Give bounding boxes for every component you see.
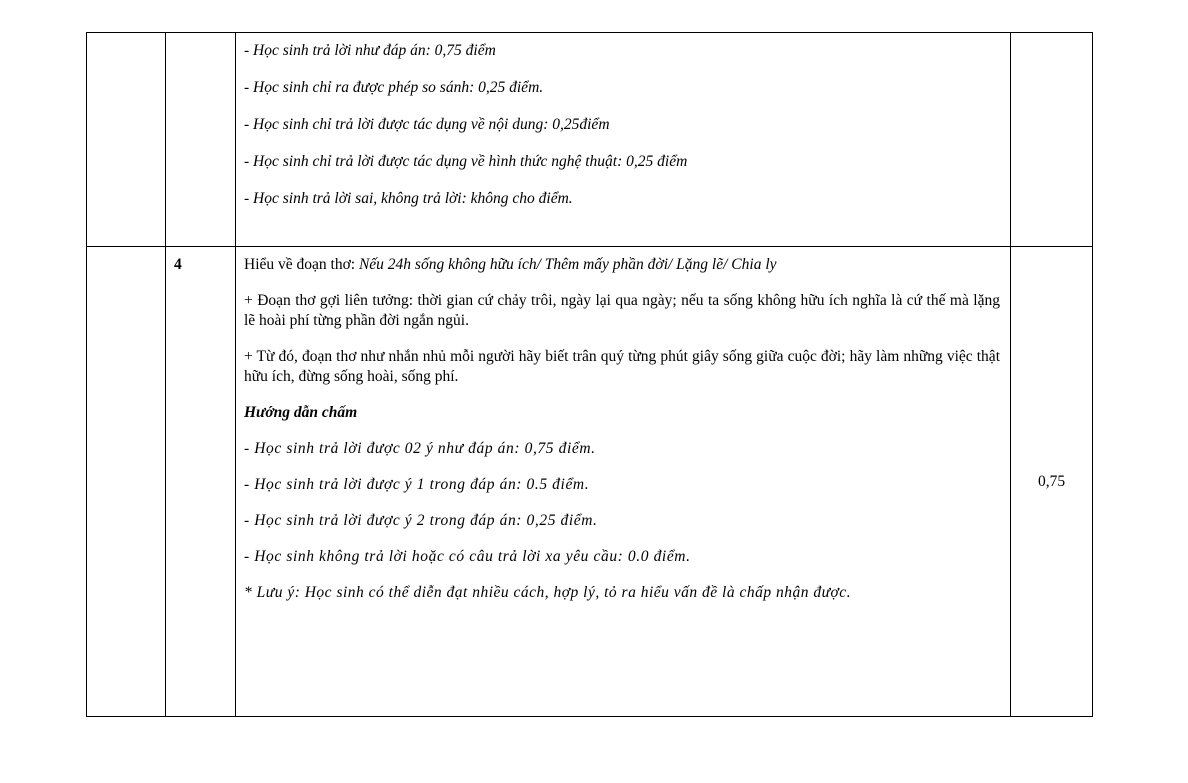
answer-cell xyxy=(236,33,1011,247)
grading-line: - Học sinh trả lời như đáp án: 0,75 điểm xyxy=(244,42,496,59)
question-number-cell xyxy=(166,247,236,717)
grading-line: - Học sinh chỉ ra được phép so sánh: 0,25 điểm. xyxy=(244,79,544,96)
question-number: 4 xyxy=(174,256,182,273)
answer-intro: Hiểu về đoạn thơ: Nếu 24h sống không hữu ích/ Thêm mấy phần đời/ Lặng lẽ/ Chia ly xyxy=(244,256,777,273)
score-cell xyxy=(1011,247,1093,717)
grading-line: - Học sinh chỉ trả lời được tác dụng về hình thức nghệ thuật: 0,25 điểm xyxy=(244,153,688,170)
guide-line: - Học sinh trả lời được 02 ý như đáp án: 0,75 điểm. xyxy=(244,440,596,457)
section-cell xyxy=(87,247,166,717)
score-value: 0,75 xyxy=(1037,472,1066,490)
guide-line: - Học sinh không trả lời hoặc có câu trả lời xa yêu cầu: 0.0 điểm. xyxy=(244,548,691,565)
table-row-grading-continuation xyxy=(87,33,1093,247)
grading-line: - Học sinh trả lời sai, không trả lời: không cho điểm. xyxy=(244,190,573,207)
grading-line: - Học sinh chỉ trả lời được tác dụng về nội dung: 0,25điểm xyxy=(244,116,610,133)
guide-line: - Học sinh trả lời được ý 2 trong đáp án: 0,25 điểm. xyxy=(244,512,598,529)
guide-line: - Học sinh trả lời được ý 1 trong đáp án: 0.5 điểm. xyxy=(244,476,590,493)
grading-table xyxy=(86,32,1093,717)
answer-point: + Đoạn thơ gợi liên tưởng: thời gian cứ chảy trôi, ngày lại qua ngày; nếu ta sống không hữu ích nghĩa là cứ thế mà lặng lẽ hoài phí từng phần đời ngắn ngủi. xyxy=(244,292,1000,329)
guide-heading: Hướng dẫn chấm xyxy=(244,404,358,421)
table-row-question-4 xyxy=(87,247,1093,717)
section-cell xyxy=(87,33,166,247)
question-number-cell xyxy=(166,33,236,247)
answer-cell xyxy=(236,247,1011,717)
guide-note: * Lưu ý: Học sinh có thể diễn đạt nhiều cách, hợp lý, tỏ ra hiểu vấn đề là chấp nhận được. xyxy=(244,584,852,601)
answer-point: + Từ đó, đoạn thơ như nhắn nhủ mỗi người hãy biết trân quý từng phút giây sống giữa cuộc đời; hãy làm những việc thật hữu ích, đừng sống hoài, sống phí. xyxy=(244,348,1000,385)
poem-quote: Nếu 24h sống không hữu ích/ Thêm mấy phần đời/ Lặng lẽ/ Chia ly xyxy=(358,256,777,273)
score-cell xyxy=(1011,33,1093,247)
